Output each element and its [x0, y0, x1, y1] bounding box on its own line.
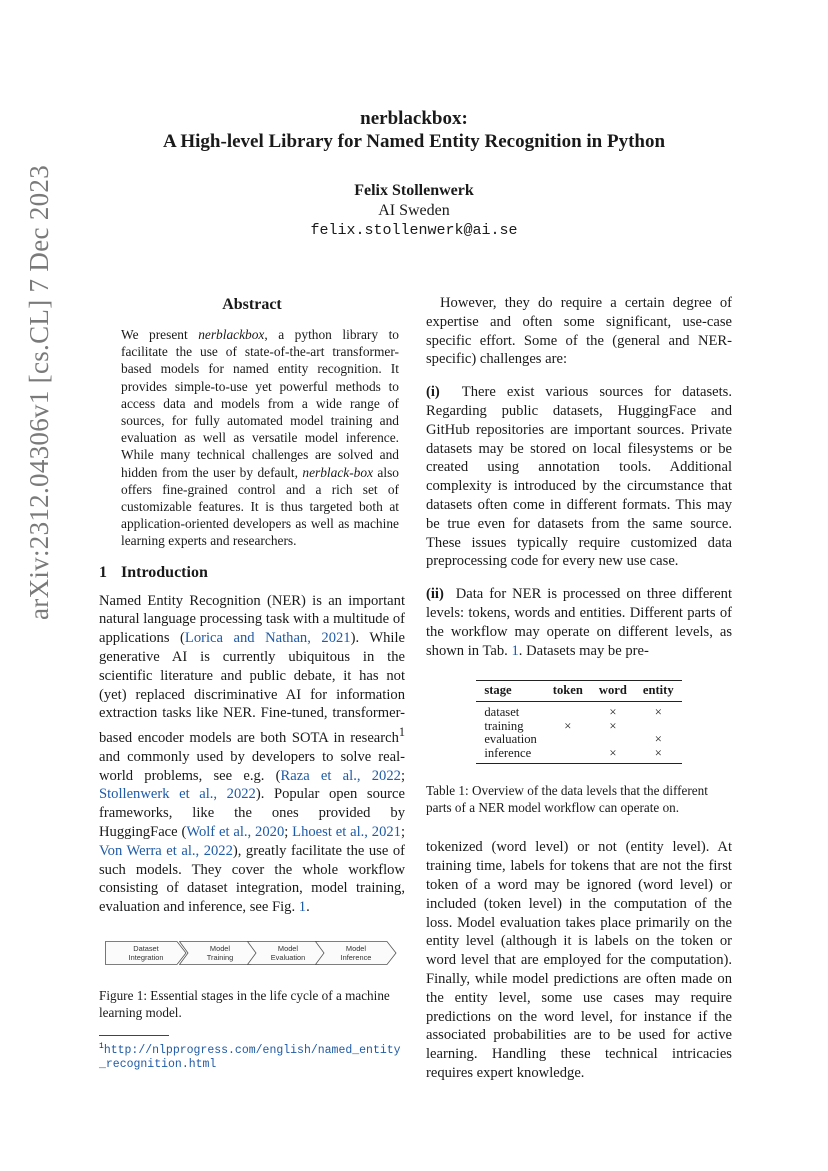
table-cell: [635, 720, 682, 734]
figure-ref-link[interactable]: 1: [298, 899, 307, 916]
stage-dataset-integration: Dataset Integration: [105, 941, 187, 965]
footnote-url-link[interactable]: http://nlpprogress.com/english/named_entity_recognition.html: [99, 1043, 401, 1071]
table-cell: ×: [635, 747, 682, 764]
citation-link[interactable]: Lhoest et al., 2021: [292, 824, 401, 841]
citation-link[interactable]: Raza et al., 2022: [280, 767, 401, 784]
stage-model-evaluation: Model Evaluation: [247, 941, 329, 965]
stage-model-inference: Model Inference: [315, 941, 397, 965]
arxiv-stamp: arXiv:2312.04306v1 [cs.CL] 7 Dec 2023: [24, 164, 54, 620]
table-ref-link[interactable]: 1: [511, 642, 519, 659]
table-cell: ×: [564, 718, 572, 733]
citation-link[interactable]: Stollenwerk et al., 2022: [99, 786, 256, 803]
table-header-cell: token: [545, 681, 591, 702]
author-name: Felix Stollenwerk: [354, 182, 474, 199]
author-email[interactable]: felix.stollenwerk@ai.se: [310, 222, 518, 239]
table-cell: [545, 747, 591, 764]
table-1-data-levels: [476, 680, 681, 764]
table-cell: [545, 733, 591, 747]
table-cell: [545, 702, 591, 720]
library-name: nerblack-box: [302, 464, 374, 480]
footnote-mark[interactable]: 1: [398, 725, 405, 740]
table-row: [476, 733, 681, 747]
paper-title-line1: nerblackbox:: [360, 108, 468, 129]
left-column: [99, 294, 405, 1072]
right-column: [426, 294, 732, 1083]
author-affiliation: AI Sweden: [378, 202, 450, 219]
table-cell: ×: [591, 747, 635, 764]
paper-title-line2: A High-level Library for Named Entity Recognition in Python: [162, 131, 666, 152]
citation-link[interactable]: Wolf et al., 2020: [186, 824, 285, 841]
figure-1-workflow: [99, 941, 405, 967]
table-row: [476, 747, 681, 764]
table-cell: ×: [609, 705, 617, 720]
table-header-cell: word: [591, 681, 635, 702]
introduction-paragraph: Named Entity Recognition (NER) is an important natural language processing task with a multitude of applications (Lorica and Nathan, 2021). While generative AI is currently ubiquitous in the scientific literature and public debate, it has not (yet) replaced discriminative AI for information extraction tasks like NER. Fine-tuned, transformer-based encoder models are both SOTA in research$^1$ and commonly used by developers to solve real-world problems, see e.g. (Raza et al., 2022; Stollenwerk et al., 2022). Popular open source frameworks, like the ones provided by HuggingFace (Wolf et al., 2020; Lhoest et al., 2021; Von Werra et al., 2022), greatly facilitate the use of such models. They cover the whole workflow consisting of dataset integration, model training, evaluation and inference, see Fig. 1.: [99, 592, 406, 916]
table-cell: inference: [476, 747, 544, 764]
footnote: $^1$http://nlpprogress.com/english/named_entity_recognition.html: [99, 1042, 401, 1071]
table-cell: ×: [609, 718, 617, 733]
challenges-intro-paragraph: However, they do require a certain degree of expertise and often some significant, use-case specific effort. Some of the (general and NER-specific) challenges are:: [426, 295, 732, 368]
citation-link[interactable]: Von Werra et al., 2022: [99, 842, 233, 859]
table-cell: ×: [654, 732, 662, 747]
challenge-i-paragraph: (i) There exist various sources for datasets. Regarding public datasets, HuggingFace and GitHub repositories are important sources. Private datasets may be stored on local filesystems or be created using annotation tools. Additional complexity is introduced by the circumstance that datasets often come in different formats. This may be true even for datasets from the same source. These issues typically require customized data preprocessing code for every new use case.: [426, 384, 733, 570]
challenge-ii-paragraph: (ii) Data for NER is processed on three different levels: tokens, words and entities. Different parts of the workflow may operate on different levels, as shown in Tab. 1. Datasets may be pre-: [426, 586, 732, 659]
section-heading-introduction: 1 Introduction: [99, 563, 208, 581]
table-1-caption: Table 1: Overview of the data levels that the different parts of a NER model workflow can operate on.: [426, 783, 708, 816]
table-cell: dataset: [484, 705, 520, 720]
library-name: nerblackbox: [198, 327, 265, 342]
table-cell: ×: [654, 705, 662, 720]
table-header-cell: stage: [476, 681, 544, 702]
abstract-heading: Abstract: [222, 296, 282, 313]
table-cell: [591, 733, 635, 747]
table-header-cell: entity: [635, 681, 682, 702]
abstract-text: We present nerblackbox, a python library to facilitate the use of state-of-the-art transformer-based models for named entity recognition. It provides simple-to-use yet powerful methods to access data and models from a wide range of sources, for fully automated model training and evaluation as well as versatile model inference. While many technical challenges are solved and hidden from the user by default, nerblack-box also offers fine-grained control and a rich set of customizable features. It is thus targeted both at application-oriented developers as well as machine learning experts and researchers.: [121, 327, 399, 549]
table-cell: evaluation: [484, 732, 537, 747]
figure-1-caption: Figure 1: Essential stages in the life cycle of a machine learning model.: [99, 988, 390, 1021]
data-levels-paragraph: tokenized (word level) or not (entity level). At training time, labels for tokens that are not the first token of a word may be ignored (word level) or included (token level) in the computation of the loss. Model evaluation takes place primarily on the entity level (although it is labels on the token or word level that are employed for the computation). Finally, while model predictions are often made on the entity level, some use cases may require predictions on the word level, for instance if the associated probabilities are to be used for active learning. Handling these technical intricacies requires expert knowledge.: [426, 839, 732, 1081]
table-header-row: [476, 681, 681, 702]
table-row: [476, 702, 681, 720]
stage-model-training: Model Training: [179, 941, 261, 965]
citation-link[interactable]: Lorica and Nathan, 2021: [184, 630, 351, 647]
footnote-divider: [99, 1035, 169, 1036]
table-cell: training: [484, 718, 524, 733]
table-row: [476, 720, 681, 734]
